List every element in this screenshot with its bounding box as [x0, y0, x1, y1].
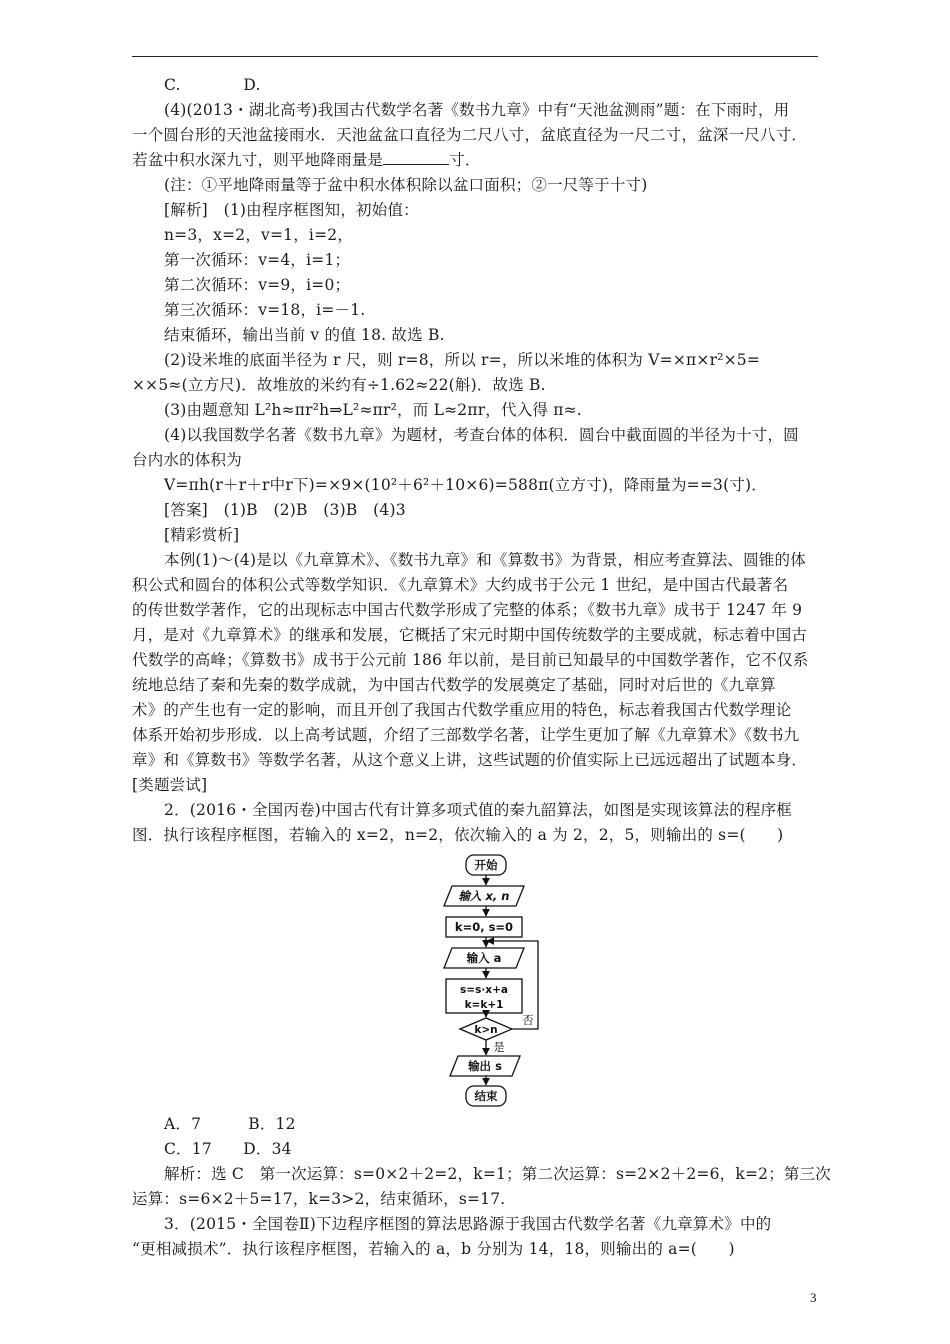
appreciation-p6: 统地总结了秦和先秦的数学成就，为中国古代数学的发展奠定了基础，同时对后世的《九章算: [132, 676, 776, 694]
analysis-header: [解析] (1)由程序框图知，初始值：: [164, 201, 419, 219]
analysis-4-formula: V=πh(r＋r＋r中r下)=×9×(10²＋6²＋10×6)=588π(立方寸)，降雨量为==3(寸)．: [164, 476, 767, 494]
flow-calc-s: s=s·x+a: [460, 984, 508, 996]
appreciation-p7: 术》的产生也有一定的影响，而且开创了我国古代数学重应用的特色，标志着我国古代数学理论: [132, 701, 792, 719]
question-2-line2: 图．执行该程序框图，若输入的 x=2，n=2，依次输入的 a 为 2，2，5，则输出的 s=( ): [132, 826, 784, 844]
appreciation-p2: 积公式和圆台的体积公式等数学知识．《九章算术》大约成书于公元 1 世纪，是中国古代最著名: [132, 576, 789, 594]
page-number: 3: [810, 1290, 817, 1305]
question-2-line1: 2．(2016・全国丙卷)中国古代有计算多项式值的秦九韶算法，如图是实现该算法的程序框: [164, 801, 793, 819]
appreciation-p1: 本例(1)～(4)是以《九章算术》、《数书九章》和《算数书》为背景，相应考查算法、圆锥的体: [164, 551, 806, 569]
practice-header: [类题尝试]: [132, 776, 208, 794]
question-2-solution-1: 解析：选 C 第一次运算：s=0×2＋2=2，k=1；第二次运算：s=2×2＋2=6，k=2；第三次: [164, 1165, 831, 1183]
problem-4-note: (注：①平地降雨量等于盆中积水体积除以盆口面积；②一尺等于十寸): [164, 176, 648, 194]
flow-input-xn: 输入 x, n: [458, 889, 510, 903]
flow-condition: k>n: [474, 1024, 498, 1036]
options-cd: C. D.: [164, 76, 261, 94]
problem-4-line1: (4)(2013・湖北高考)我国古代数学名著《数书九章》中有“天池盆测雨”题：在下雨时，用: [164, 101, 790, 119]
flow-no-label: 否: [522, 1013, 534, 1027]
analysis-end: 结束循环，输出当前 v 的值 18. 故选 B.: [164, 326, 445, 344]
flow-output: 输出 s: [468, 1059, 502, 1073]
appreciation-p8: 体系开始初步形成．以上高考试题，介绍了三部数学名著，让学生更加了解《九章算术》《数书九: [132, 726, 800, 744]
flow-calc-k: k=k+1: [464, 999, 504, 1011]
question-3-line2: “更相减损术”．执行该程序框图，若输入的 a，b 分别为 14，18，则输出的 a=( ): [132, 1240, 735, 1258]
flow-yes-label: 是: [493, 1040, 505, 1054]
appreciation-p3: 的传世数学著作，它的出现标志中国古代数学形成了完整的体系；《数书九章》成书于 1247 年 9: [132, 601, 803, 619]
analysis-4-line2: 台内水的体积为: [132, 451, 242, 469]
analysis-init: n=3，x=2，v=1，i=2，: [164, 226, 354, 244]
analysis-3: (3)由题意知 L²h≈πr²h⇒L²≈πr²，而 L≈2πr，代入得 π≈.: [164, 401, 582, 419]
appreciation-header: [精彩赏析]: [164, 526, 240, 544]
flow-start: 开始: [474, 858, 498, 872]
analysis-2-line2: ××5≈(立方尺)．故堆放的米约有÷1.62≈22(斛)．故选 B.: [132, 376, 546, 394]
appreciation-p9: 章》和《算数书》等数学名著，从这个意义上讲，这些试题的价值实际上已远远超出了试题本身．: [132, 751, 808, 769]
question-2-solution-2: 运算：s=6×2＋5=17，k=3>2，结束循环，s=17.: [132, 1190, 506, 1208]
analysis-loop2: 第二次循环：v=9，i=0；: [164, 276, 351, 294]
options-ab: A．7 B．12: [164, 1115, 296, 1133]
analysis-loop1: 第一次循环：v=4，i=1；: [164, 251, 351, 269]
flow-end: 结束: [474, 1089, 498, 1103]
answer-line: [答案] (1)B (2)B (3)B (4)3: [164, 501, 406, 519]
question-3-line1: 3．(2015・全国卷Ⅱ)下边程序框图的算法思路源于我国古代数学名著《九章算术》中的: [164, 1215, 772, 1233]
analysis-loop3: 第三次循环：v=18，i=－1.: [164, 301, 366, 319]
flow-init: k=0, s=0: [454, 920, 514, 934]
problem-4-line3: 若盆中积水深九寸，则平地降雨量是 寸．: [132, 151, 481, 169]
appreciation-p4: 月，是对《九章算术》的继承和发展，它概括了宋元时期中国传统数学的主要成就，标志着中国古: [132, 626, 808, 644]
options-cd-2: C．17 D．34: [164, 1140, 292, 1158]
appreciation-p5: 代数学的高峰；《算数书》成书于公元前 186 年以前，是目前已知最早的中国数学著作，它不仅系: [132, 651, 809, 669]
problem-4-line2: 一个圆台形的天池盆接雨水．天池盆盆口直径为二尺八寸，盆底直径为一尺二寸，盆深一尺八寸．: [132, 126, 808, 144]
analysis-2-line1: (2)设米堆的底面半径为 r 尺，则 r=8，所以 r=，所以米堆的体积为 V=×π×r²×5=: [164, 351, 761, 369]
analysis-4-line1: (4)以我国数学名著《数书九章》为题材，考查台体的体积．圆台中截面圆的半径为十寸，圆: [164, 426, 799, 444]
flow-input-a: 输入 a: [466, 951, 502, 965]
